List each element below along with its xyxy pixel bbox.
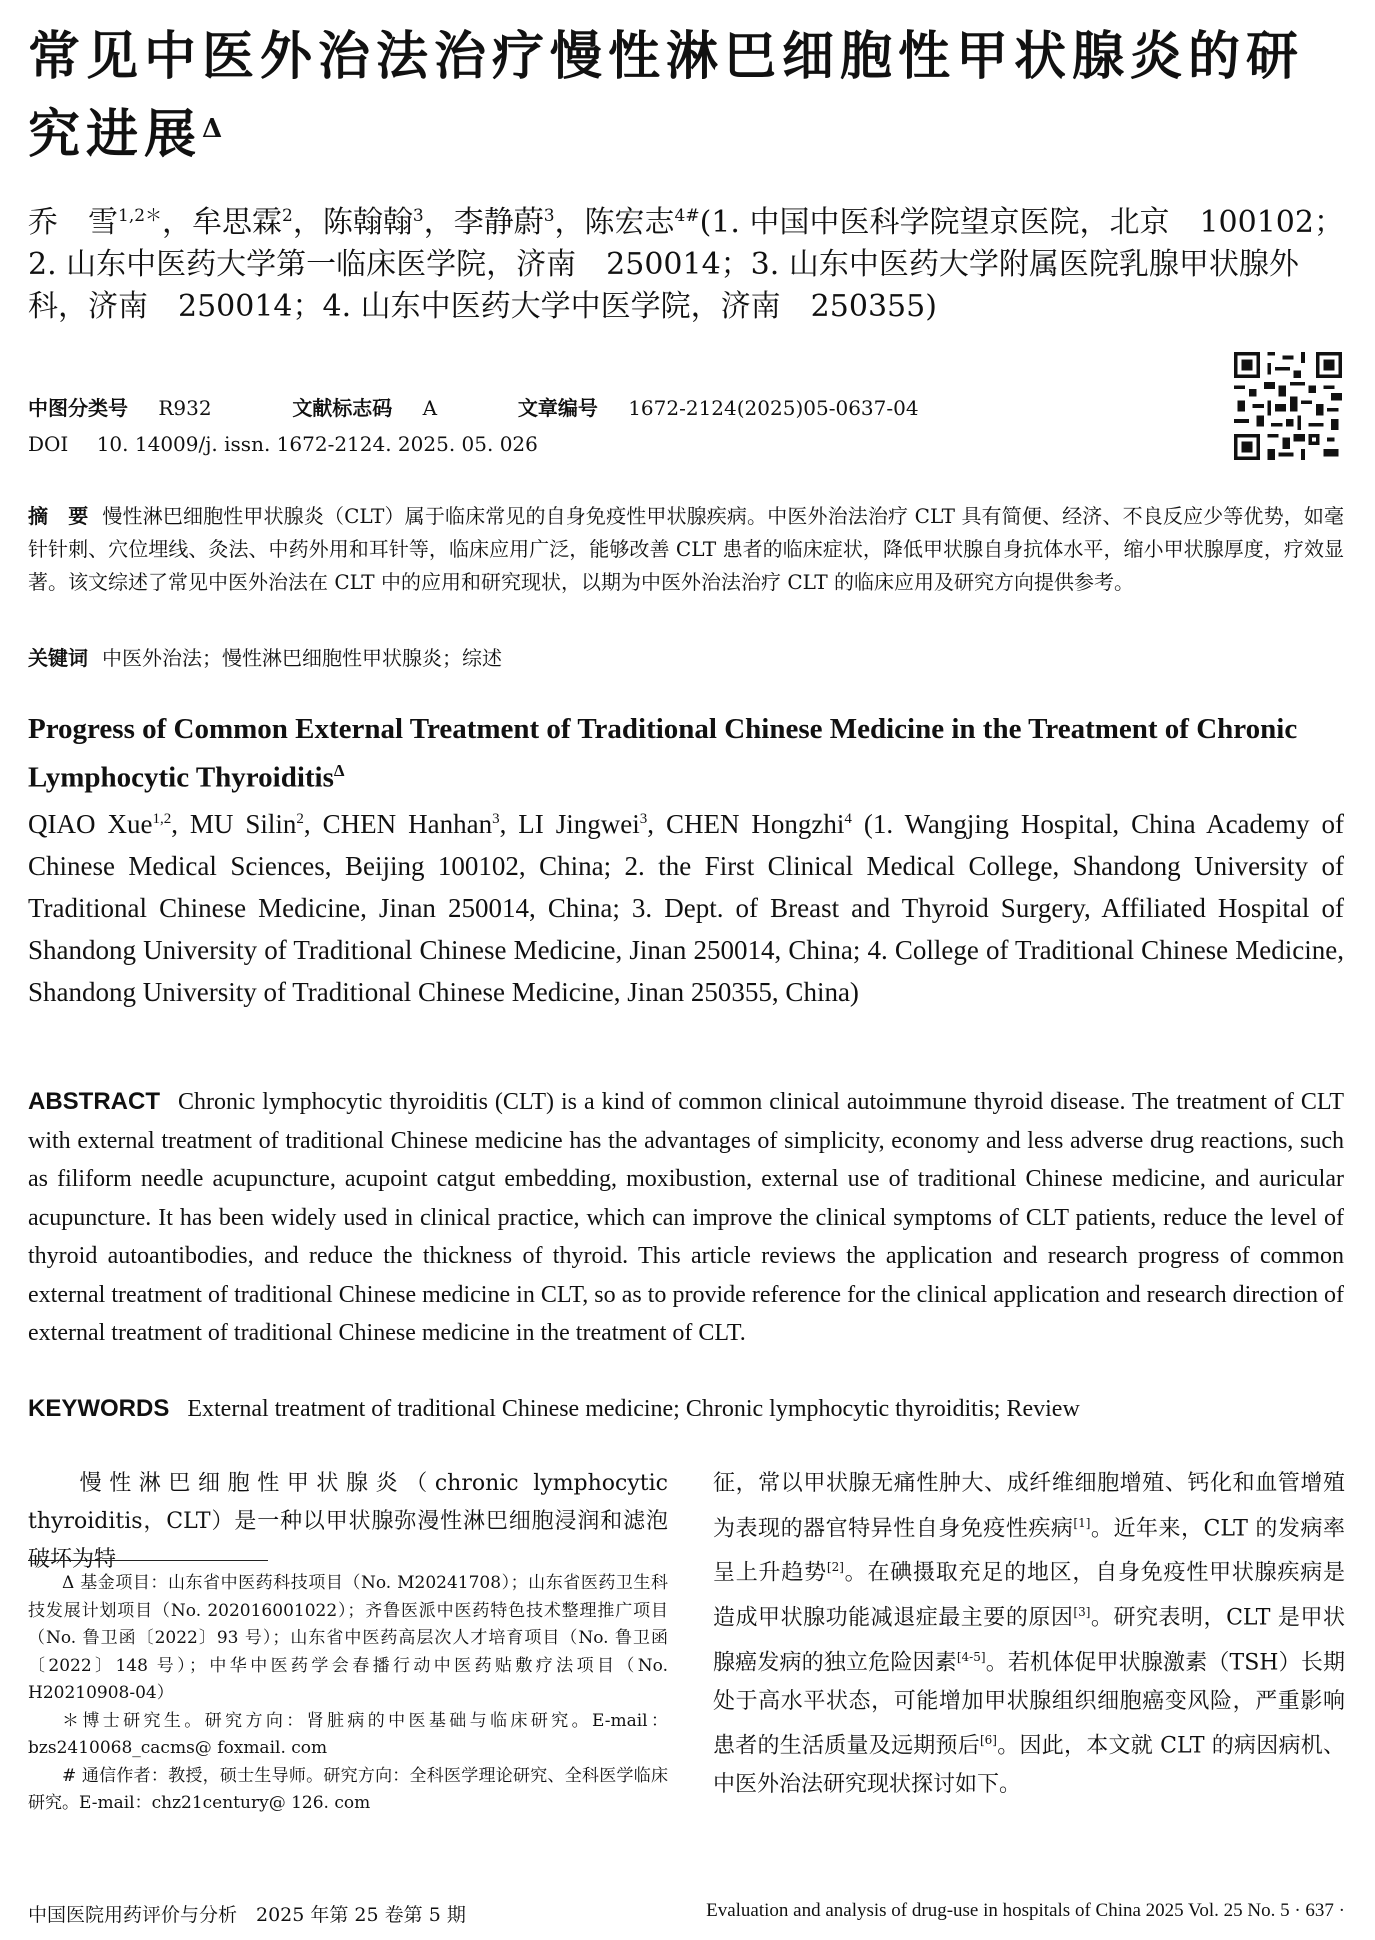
abstract-en-label: ABSTRACT [28,1088,160,1115]
clc-label: 中图分类号 [28,396,128,420]
title-cn-fund-mark: Δ [202,114,229,144]
author-en-5: , CHEN Hongzhi [647,809,845,839]
author-en-3-sup: 3 [492,811,500,827]
author-cn-3: ，陈翰翰 [292,205,413,240]
running-footer-en: Evaluation and analysis of drug-use in hospitals of China 2025 Vol. 25 No. 5 · 637 · [706,1900,1345,1921]
citation-1[interactable]: [1] [1073,1515,1091,1530]
body-right-text-6: 。因此，本文就 CLT 的病因病机、中医外治法研究现状探讨如下。 [713,1733,1345,1798]
author-en-5-sup: 4 [844,811,852,827]
author-cn-5-sup: 4# [674,206,700,226]
footnote-first-author: ＊博士研究生。研究方向：肾脏病的中医基础与临床研究。E-mail：bzs2410068_cacms@ foxmail. com [28,1710,668,1758]
article-title-en [28,708,1344,799]
footnote-corresponding: # 通信作者：教授，硕士生导师。研究方向：全科医学理论研究、全科医学临床研究。E-mail：chz21century@ 126. com [28,1765,668,1813]
authors-cn [28,195,1348,328]
author-cn-4-sup: 3 [543,206,555,226]
article-no-label: 文章编号 [517,396,598,420]
body-column-left [28,1465,668,1579]
body-right-text-4: 。研究表明，CLT 是甲状腺癌发病的独立危险因素 [713,1605,1345,1676]
footnote-divider [28,1560,268,1561]
body-right-text-5: 。若机体促甲状腺激素（TSH）长期处于高水平状态，可能增加甲状腺组织细胞癌变风险，严重影响患者的生活质量及远期预后 [713,1650,1345,1759]
title-en-text: Progress of Common External Treatment of Traditional Chinese Medicine in the Treatment of Chronic Lymphocytic Thyroiditis [28,713,1298,794]
keywords-en-label: KEYWORDS [28,1395,170,1422]
abstract-cn-text: 慢性淋巴细胞性甲状腺炎（CLT）属于临床常见的自身免疫性甲状腺疾病。中医外治法治疗 CLT 具有简便、经济、不良反应少等优势，如毫针针刺、穴位埋线、灸法、中药外用和耳针等，临床应用广泛，能够改善 CLT 患者的临床症状，降低甲状腺自身抗体水平，缩小甲状腺厚度，疗效显著。该文综述了常见中医外治法在 CLT 中的应用和研究现状，以期为中医外治法治疗 CLT 的临床应用及研究方向提供参考。 [28,504,1344,594]
abstract-cn-label: 摘 要 [28,504,89,528]
doi-label: DOI [28,432,69,456]
author-en-2: , MU Silin [171,809,297,839]
citation-2[interactable]: [2] [826,1560,844,1575]
article-title-cn [28,18,1348,174]
author-cn-3-sup: 3 [412,206,424,226]
author-en-1-sup: 1,2 [152,811,172,827]
affiliations-cn: (1. 中国中医科学院望京医院，北京 100102；2. 山东中医药大学第一临床医学院，济南 250014；3. 山东中医药大学附属医院乳腺甲状腺外科，济南 250014；4. 山东中医药大学中医学院，济南 250355) [28,205,1344,324]
meta-line-2 [28,426,1228,462]
citation-4-5[interactable]: [4-5] [956,1649,986,1664]
citation-3[interactable]: [3] [1073,1605,1091,1620]
keywords-en-text: External treatment of traditional Chinese medicine; Chronic lymphocytic thyroiditis; Review [187,1396,1080,1422]
author-cn-4: ，李静蔚 [423,205,544,240]
author-cn-2-sup: 2 [282,206,293,226]
body-right-text-2: 。近年来，CLT 的发病率呈上升趋势 [713,1515,1345,1586]
footnotes [28,1570,668,1818]
article-meta [28,390,1228,462]
body-left-text: 慢性淋巴细胞性甲状腺炎（chronic lymphocytic thyroiditis，CLT）是一种以甲状腺弥漫性淋巴细胞浸润和滤泡破坏为特 [28,1471,668,1572]
author-en-3: , CHEN Hanhan [303,809,493,839]
meta-line-1 [28,390,1228,426]
abstract-cn [28,500,1344,599]
title-en-fund-mark: Δ [333,761,345,780]
author-en-2-sup: 2 [296,811,304,827]
affiliations-en: (1. Wangjing Hospital, China Academy of Chinese Medical Sciences, Beijing 100102, China; 2. the First Clinical Medical College, Shandong University of Traditional Chinese Medicine, Jinan 250014, China; 3. Dept. of Breast and Thyroid Surgery, Affiliated Hospital of Shandong University of Traditional Chinese Medicine, Jinan 250014, China; 4. College of Traditional Chinese Medicine, Shandong University of Traditional Chinese Medicine, Jinan 250355, China) [28,809,1344,1007]
keywords-cn-text: 中医外治法；慢性淋巴细胞性甲状腺炎；综述 [102,646,502,670]
author-cn-5: ，陈宏志 [554,205,675,240]
author-en-1: QIAO Xue [28,809,153,839]
body-right-text-1: 征，常以甲状腺无痛性肿大、成纤维细胞增殖、钙化和血管增殖为表现的器官特异性自身免疫性疾病 [713,1471,1345,1541]
author-cn-1-sup: 1,2＊ [118,206,163,226]
author-cn-1: 乔 雪 [28,205,118,240]
authors-en [28,798,1344,1013]
body-column-right [713,1465,1345,1805]
author-cn-2: ，牟思霖 [162,205,283,240]
abstract-en-text: Chronic lymphocytic thyroiditis (CLT) is a kind of common clinical autoimmune thyroid disease. The treatment of CLT with external treatment of traditional Chinese medicine has the advantages of simplicity, economy and less adverse drug reactions, such as filiform needle acupuncture, acupoint catgut embedding, moxibustion, external use of traditional Chinese medicine, and auricular acupuncture. It has been widely used in clinical practice, which can improve the clinical symptoms of CLT patients, reduce the level of thyroid autoantibodies, and reduce the thickness of thyroid. This article reviews the application and research progress of common external treatment of traditional Chinese medicine in CLT, so as to provide reference for the clinical application and research direction of external treatment of traditional Chinese medicine in the treatment of CLT. [28,1089,1344,1346]
doc-code-label: 文献标志码 [292,396,393,420]
doi-value[interactable]: 10. 14009/j. issn. 1672-2124. 2025. 05. 026 [96,432,538,456]
article-no-value: 1672-2124(2025)05-0637-04 [628,396,919,420]
abstract-en [28,1083,1344,1353]
keywords-cn-label: 关键词 [28,646,88,670]
keywords-en [28,1390,1344,1428]
citation-6[interactable]: [6] [979,1733,997,1748]
footnote-fund: Δ 基金项目：山东省中医药科技项目（No. M20241708）；山东省医药卫生科技发展计划项目（No. 202016001022）；齐鲁医派中医药特色技术整理推广项目（No. 鲁卫函〔2022〕93 号）；山东省中医药高层次人才培育项目（No. 鲁卫函〔2022〕148 号）；中华中医药学会春播行动中医药贴敷疗法项目（No. H20210908-04） [28,1573,668,1703]
author-en-4-sup: 3 [639,811,648,827]
title-cn-text: 常见中医外治法治疗慢性淋巴细胞性甲状腺炎的研究进展 [28,26,1305,165]
author-en-4: , LI Jingwei [499,809,640,839]
qr-code-icon[interactable] [1234,352,1342,460]
body-right-text-3: 。在碘摄取充足的地区，自身免疫性甲状腺疾病是造成甲状腺功能减退症最主要的原因 [713,1560,1345,1631]
keywords-cn [28,642,1344,675]
doc-code-value: A [422,396,438,420]
running-footer-cn: 中国医院用药评价与分析 2025 年第 25 卷第 5 期 [28,1904,466,1926]
clc-value: R932 [158,396,212,420]
